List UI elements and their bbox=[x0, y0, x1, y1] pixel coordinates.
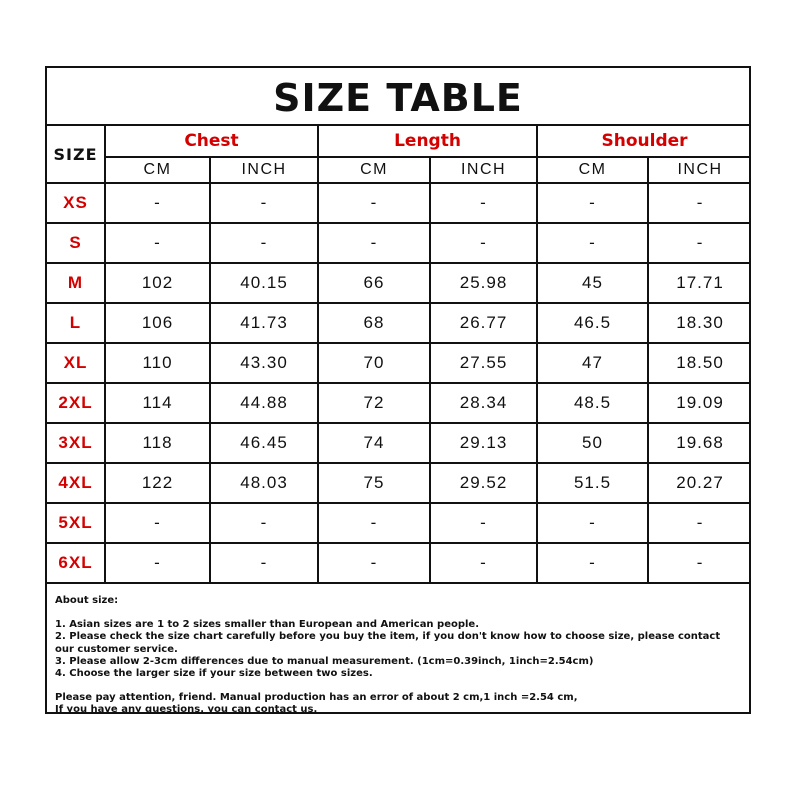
cell-chest-cm: 110 bbox=[105, 343, 210, 383]
unit-header-shoulder-inch: INCH bbox=[648, 157, 751, 183]
cell-length-cm: - bbox=[318, 543, 430, 583]
cell-shoulder-cm: - bbox=[537, 223, 648, 263]
note-item: 1. Asian sizes are 1 to 2 sizes smaller than European and American people. bbox=[55, 619, 480, 631]
cell-shoulder-inch: - bbox=[648, 503, 751, 543]
cell-shoulder-inch: 17.71 bbox=[648, 263, 751, 303]
page-title: SIZE TABLE bbox=[273, 76, 523, 120]
cell-shoulder-cm: 47 bbox=[537, 343, 648, 383]
cell-shoulder-cm: 50 bbox=[537, 423, 648, 463]
group-header-chest: Chest bbox=[105, 126, 318, 157]
size-label: 2XL bbox=[47, 383, 105, 423]
cell-length-cm: 70 bbox=[318, 343, 430, 383]
cell-length-cm: 66 bbox=[318, 263, 430, 303]
cell-length-cm: - bbox=[318, 223, 430, 263]
notes-footer-line: If you have any questions, you can contact us. bbox=[55, 704, 318, 716]
cell-chest-cm: - bbox=[105, 183, 210, 223]
note-item: 4. Choose the larger size if your size between two sizes. bbox=[55, 668, 373, 680]
cell-shoulder-cm: 51.5 bbox=[537, 463, 648, 503]
cell-shoulder-inch: - bbox=[648, 183, 751, 223]
title-band bbox=[47, 68, 749, 126]
cell-chest-cm: 114 bbox=[105, 383, 210, 423]
size-label: 5XL bbox=[47, 503, 105, 543]
cell-chest-inch: 46.45 bbox=[210, 423, 318, 463]
cell-chest-cm: - bbox=[105, 223, 210, 263]
cell-length-inch: - bbox=[430, 543, 537, 583]
cell-shoulder-inch: 20.27 bbox=[648, 463, 751, 503]
cell-length-inch: - bbox=[430, 223, 537, 263]
cell-chest-cm: 102 bbox=[105, 263, 210, 303]
unit-header-shoulder-cm: CM bbox=[537, 157, 648, 183]
cell-chest-cm: - bbox=[105, 503, 210, 543]
cell-chest-inch: 40.15 bbox=[210, 263, 318, 303]
unit-header-length-inch: INCH bbox=[430, 157, 537, 183]
table-row bbox=[47, 263, 751, 303]
cell-shoulder-inch: - bbox=[648, 543, 751, 583]
cell-chest-inch: - bbox=[210, 543, 318, 583]
cell-length-inch: 28.34 bbox=[430, 383, 537, 423]
cell-length-inch: 25.98 bbox=[430, 263, 537, 303]
size-label: 3XL bbox=[47, 423, 105, 463]
table-row bbox=[47, 503, 751, 543]
cell-shoulder-inch: 19.68 bbox=[648, 423, 751, 463]
size-label: S bbox=[47, 223, 105, 263]
cell-shoulder-inch: 19.09 bbox=[648, 383, 751, 423]
table-row bbox=[47, 423, 751, 463]
notes-heading: About size: bbox=[55, 595, 119, 606]
unit-header-chest-inch: INCH bbox=[210, 157, 318, 183]
size-label: XS bbox=[47, 183, 105, 223]
group-header-shoulder: Shoulder bbox=[537, 126, 751, 157]
size-label: 4XL bbox=[47, 463, 105, 503]
cell-length-cm: 74 bbox=[318, 423, 430, 463]
cell-length-inch: - bbox=[430, 183, 537, 223]
cell-length-inch: 29.13 bbox=[430, 423, 537, 463]
note-item: 2. Please check the size chart carefully before you buy the item, if you don't know how to choose size, please contact our customer service. bbox=[55, 631, 721, 655]
cell-chest-cm: - bbox=[105, 543, 210, 583]
group-header-length: Length bbox=[318, 126, 537, 157]
size-label: 6XL bbox=[47, 543, 105, 583]
cell-length-inch: - bbox=[430, 503, 537, 543]
cell-chest-inch: - bbox=[210, 503, 318, 543]
table-row bbox=[47, 183, 751, 223]
cell-shoulder-inch: - bbox=[648, 223, 751, 263]
size-label: XL bbox=[47, 343, 105, 383]
cell-shoulder-cm: 46.5 bbox=[537, 303, 648, 343]
cell-length-inch: 29.52 bbox=[430, 463, 537, 503]
table-row bbox=[47, 543, 751, 583]
table-row bbox=[47, 223, 751, 263]
size-notes bbox=[47, 589, 749, 716]
cell-chest-cm: 118 bbox=[105, 423, 210, 463]
cell-length-cm: 75 bbox=[318, 463, 430, 503]
cell-chest-inch: 44.88 bbox=[210, 383, 318, 423]
size-table-sheet bbox=[45, 66, 751, 714]
cell-chest-inch: - bbox=[210, 183, 318, 223]
table-row bbox=[47, 303, 751, 343]
size-table bbox=[47, 126, 751, 584]
cell-length-cm: 68 bbox=[318, 303, 430, 343]
cell-shoulder-cm: - bbox=[537, 543, 648, 583]
cell-chest-inch: 43.30 bbox=[210, 343, 318, 383]
table-row bbox=[47, 383, 751, 423]
cell-length-cm: 72 bbox=[318, 383, 430, 423]
cell-shoulder-cm: - bbox=[537, 183, 648, 223]
cell-length-cm: - bbox=[318, 503, 430, 543]
cell-chest-cm: 106 bbox=[105, 303, 210, 343]
cell-length-inch: 27.55 bbox=[430, 343, 537, 383]
cell-shoulder-inch: 18.50 bbox=[648, 343, 751, 383]
cell-chest-inch: 48.03 bbox=[210, 463, 318, 503]
table-row bbox=[47, 343, 751, 383]
cell-chest-inch: - bbox=[210, 223, 318, 263]
note-item: 3. Please allow 2-3cm differences due to manual measurement. (1cm=0.39inch, 1inch=2.54cm) bbox=[55, 655, 594, 667]
cell-shoulder-inch: 18.30 bbox=[648, 303, 751, 343]
table-row bbox=[47, 463, 751, 503]
cell-chest-cm: 122 bbox=[105, 463, 210, 503]
cell-shoulder-cm: 48.5 bbox=[537, 383, 648, 423]
cell-shoulder-cm: 45 bbox=[537, 263, 648, 303]
cell-shoulder-cm: - bbox=[537, 503, 648, 543]
notes-footer-line: Please pay attention, friend. Manual production has an error of about 2 cm,1 inch =2.54 cm, bbox=[55, 692, 578, 704]
size-label: L bbox=[47, 303, 105, 343]
cell-length-cm: - bbox=[318, 183, 430, 223]
cell-length-inch: 26.77 bbox=[430, 303, 537, 343]
unit-header-length-cm: CM bbox=[318, 157, 430, 183]
size-label: M bbox=[47, 263, 105, 303]
unit-header-chest-cm: CM bbox=[105, 157, 210, 183]
cell-chest-inch: 41.73 bbox=[210, 303, 318, 343]
size-column-header: SIZE bbox=[47, 126, 105, 183]
